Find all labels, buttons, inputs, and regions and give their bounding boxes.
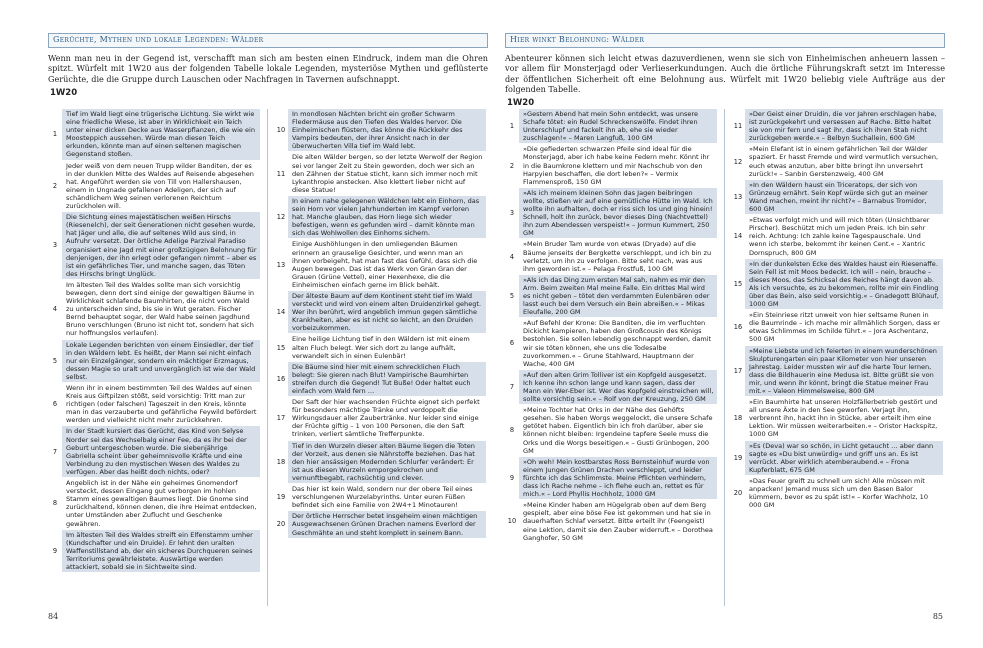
entry-text: »Meine Liebste und ich feierten in einem wunderschönen Skulpturengarten ein paar Kilometer von hier unseren Jahrestag. Leider mussten wir auf die harte Tour lernen, dass die Bildhauerin eine Medusa ist. Bitte grüßt sie von mir, und wenn ihr könnt, bringt die Statue meiner Frau mit.« – Valeon Himmelsweise, 800 GM [745,346,943,397]
page-number-right: 85 [932,612,943,621]
table-row [48,426,260,477]
roll-number: 10 [276,126,286,135]
section-title-rewards: Hier winkt Belohnung: Wälder [505,33,945,48]
roll-number: 14 [276,308,286,317]
table-row [48,340,260,382]
roll-number: 11 [276,169,286,178]
column-divider [267,109,268,606]
table-row [731,346,943,397]
table-row [274,291,486,333]
entry-text: »In der dunkelsten Ecke des Waldes haust ein Riesenaffe. Sein Fell ist mit Moos bedeckt. Ich will – nein, brauche – dieses Moos, das Schicksal des Reiches hängt davon ab. Als ich versuchte, es zu bekommen, rollte mir ein Findling über das Bein, also seid vorsichtig.« – Gnadegott Blühauf, 1000 GM [745,259,943,310]
table-row [505,188,717,239]
roll-number: 7 [52,447,58,456]
table-row [48,109,260,160]
entry-text: Tief im Wald liegt eine trügerische Lichtung. Sie wirkt wie eine friedliche Wiese, ist aber in Wirklichkeit ein Teich unter einer dicken Decke aus Wasserpflanzen, die wie ein Moosteppich aussehen. Würde man diesen Teich erkunden, könnte man auf einen seltenen magischen Gegenstand stoßen. [62,109,260,160]
table-row [505,144,717,186]
entry-text: »Als ich meinem kleinen Sohn das Jagen beibringen wollte, stießen wir auf eine gemütliche Hütte im Wald. Ich wollte ihn aufhalten, doch er riss sich los und ging hinein! Schnell, holt ihn zurück, bevor dieses Ding (Nachtvettel) ihn zum Abendessen verspeist!« – Jormun Kummert, 250 GM [519,188,717,239]
entry-text: »Es (Deva) war so schön, in Licht getaucht … aber dann sagte es »Du bist unwürdig« und griff uns an. Es ist verrückt. Aber wirklich atemberaubend.« – Frona Kupferblatt, 675 GM [745,441,943,475]
roll-number: 19 [276,493,286,502]
roll-number: 19 [733,453,743,462]
roll-number: 9 [509,473,515,482]
entry-text: Eine heilige Lichtung tief in den Wäldern ist mit einem alten Fluch belegt. Wer sich dort zu lange aufhält, verwandelt sich in einen Eulenbär! [292,335,470,360]
table-row [731,441,943,475]
roll-number: 13 [276,260,286,269]
roll-number: 6 [509,339,515,348]
entry-text: »Meine Kinder haben am Hügelgrab oben auf dem Berg gespielt, aber eine böse Fee ist gekommen und hat sie in dauerhaften Schlaf versetzt. Bitte erteilt ihr (Feengeist) eine Lektion, damit sie den Zauber widerruft.« – Dorothea Ganghofer, 50 GM [523,501,713,542]
roll-number: 14 [733,232,743,241]
rewards-column-1 [505,109,717,544]
roll-number: 20 [276,520,286,529]
roll-number: 6 [52,400,58,409]
roll-number: 8 [509,426,515,435]
roll-number: 8 [52,499,58,508]
table-row [274,484,486,510]
roll-number: 17 [276,414,286,423]
table-row [731,215,943,257]
entry-text: »Das Feuer greift zu schnell um sich! Alle müssen mit anpacken! Jemand muss sich um den Basen Balor kümmern, bevor es zu spät ist!« – Korfer Wachholz, 10 000 GM [749,476,929,510]
rewards-column-2 [731,109,943,511]
table-row [505,239,717,273]
entry-text: Jeder weiß von dem neuen Trupp wilder Banditen, der es in der dunklen Mitte des Waldes auf Reisende abgesehen hat. Angeführt werden sie von Till von Hallershausen, einem in Ungnade gefallenen Adeligen, der sich auf schändlichem Weg seinen verlorenen Reichtum zurückholen will. [66,161,254,211]
section-title-rumors: Gerüchte, Mythen und lokale Legenden: Wälder [48,33,488,48]
entry-text: »Mein Elefant ist in einem gefährlichen Teil der Wälder spaziert. Er hasst Fremde und wird vermutlich versuchen, euch etwas anzutun, aber bitte bringt ihn unversehrt zurück!« – Sanbin Gerstenzweig, 400 GM [749,145,939,178]
column-divider [724,109,725,606]
table-row [505,275,717,317]
table-row [274,109,486,151]
table-row [48,212,260,279]
table-row [505,109,717,143]
entry-text: Der älteste Baum auf dem Kontinent steht tief im Wald versteckt und wird von einem alten Druidenzirkel gehegt. Wer ihn berührt, wird angeblich immun gegen sämtliche Krankheiten, aber es ist nicht so leicht, an den Druiden vorbeizukommen. [288,291,486,333]
roll-number: 20 [733,489,743,498]
entry-text: Der Saft der hier wachsenden Früchte eignet sich perfekt für besonders mächtige Tränke und verdoppelt die Wirkungsdauer aller Zaubertränke. Nur leider sind einige der Früchte giftig – 1 von 100 Personen, die den Saft trinken, verliert sämtliche Trefferpunkte. [292,398,480,439]
roll-number: 4 [509,252,515,261]
roll-number: 11 [733,122,743,131]
entry-text: In einem nahe gelegenen Wäldchen lebt ein Einhorn, das sein Horn vor vielen Jahrhunderten im Kampf verloren hat. Manche glauben, das Horn liege sich wieder befestigen, wenn es gefunden wird – damit könnte man sich das Wohlwollen des Einhorns sichern. [288,196,486,238]
table-row [731,476,943,510]
table-row [731,259,943,310]
entry-text: »Als ich das Ding zum ersten Mal sah, nahm es mir den Arm. Beim zweiten Mal meine Falle. Ein drittes Mal wird es nicht geben – tötet den verdammten Eulenbären oder lasst euch bei dem Versuch ein Bein abreißen.« – Mikas Eleufalle, 200 GM [519,275,717,317]
roll-number: 13 [733,192,743,201]
entry-text: In mondlosen Nächten bricht ein großer Schwarm Fledermäuse aus den Tiefen des Waldes hervor. Die Einheimischen flüstern, das könne die Rückkehr des Vampirs bedeuten, der ihrer Ansicht nach in der überwucherten Villa tief im Wald lebt. [288,109,486,151]
roll-number: 16 [276,374,286,383]
table-row [48,161,260,212]
entry-text: Tief in den Wurzeln dieser alten Bäume liegen die Toten der Vorzeit, aus denen sie Nährstoffe beziehen. Das hat den hier ansässigen Modernden Schlurfer verändert: Er ist aus diesen Wurzeln emporgekrochen und vernunftbegabt, rachsüchtig und clever. [288,441,486,483]
entry-text: Die Bäume sind hier mit einem schrecklichen Fluch belegt: Sie gieren nach Blut! Vampirische Baumhirten streifen durch die Gegend! Tut Buße! Oder haltet euch einfach vom Wald fern … [288,362,486,396]
table-row [505,318,717,369]
roll-number: 4 [52,305,58,314]
entry-text: »Etwas verfolgt mich und will mich töten (Unsichtbarer Pirscher). Beschützt mich um jeden Preis. Ich bin sehr reich. Achtung: Ich zahle keine Tagespauschale. Und wenn ich sterbe, bekommt ihr keinen Cent.« – Xantric Dornspruch, 800 GM [749,216,930,257]
table-row [731,397,943,439]
entry-text: Das hier ist kein Wald, sondern nur der obere Teil eines verschlungenen Wurzelabyrinths. Unter euren Füßen befindet sich eine Familie von 2W4+1 Minotauren! [292,485,473,510]
roll-number: 1 [52,130,58,139]
roll-number: 7 [509,382,515,391]
table-row [731,180,943,214]
roll-number: 17 [733,366,743,375]
table-row [274,397,486,439]
table-row [731,109,943,143]
entry-text: Im ältesten Teil des Waldes streift ein Elfenstamm umher (Kundschafter und ein Druide). Er lehnt den uralten Waffenstillstand ab, der ein sicheres Durchqueren seines Territoriums gewährleistete. Auswärtige werden attackiert, sobald sie in Sichtweite sind. [62,530,260,572]
entry-text: »Mein Bruder Tam wurde von etwas (Dryade) auf die Bäume jenseits der Bergkette verschleppt, und ich bin zu verletzt, um ihn zu verfolgen. Bitte seht nach, was aus ihm geworden ist.« – Pelaga Frostfuß, 100 GM [523,240,712,273]
roll-number: 3 [52,241,58,250]
entry-text: »Auf den alten Grim Tolliver ist ein Kopfgeld ausgesetzt. Ich kenne ihn schon lange und kann sagen, dass der Mann ein Wer-Eber ist. Wer das Kopfgeld einstreichen will, sollte vorsichtig sein.« – Rolf von der Kreuzung, 250 GM [519,370,717,404]
table-row [505,405,717,456]
table-row [731,310,943,344]
table-row [48,478,260,529]
roll-number: 10 [507,517,517,526]
table-row [731,144,943,178]
table-row [274,441,486,483]
roll-number: 18 [733,414,743,423]
entry-text: Wenn ihr in einem bestimmten Teil des Waldes auf einen Kreis aus Giftpilzen stößt, seid vorsichtig: Tritt man zur richtigen (oder falschen) Tageszeit in den Kreis, könnte man in das verzauberte und gefährliche Feywild befördert werden und vielleicht nicht mehr zurückkehren. [66,384,257,425]
roll-number: 9 [52,546,58,555]
table-row [274,152,486,194]
left-page [48,0,488,648]
entry-text: »Ein Baumhirte hat unseren Holzfällerbetrieb gestört und all unsere Äxte in den See geworfen. Verjagt ihn, verbrennt ihn, hackt ihn in Stücke, aber erteilt ihm eine Lektion. Wir müssen weiterarbeiten.« – Oristor Hackspitz, 1000 GM [749,398,938,439]
table-row [274,362,486,396]
entry-text: Die Sichtung eines majestätischen weißen Hirschs (Riesenelch), der seit Generationen nicht gesehen wurde, hat Jäger und alle, die auf seltenes Wild aus sind, in Aufruhr versetzt. Der örtliche Adelige Parzival Paradiso organisiert eine Jagd mit einer großzügigen Belohnung für denjenigen, der ihn erlegt oder gefangen nimmt – aber es ist ein gefährliches Tier, und manche sagen, das Töten des Hirschs bringt Unglück. [62,212,260,279]
roll-number: 12 [733,157,743,166]
roll-number: 3 [509,209,515,218]
table-row [505,457,717,499]
entry-text: Lokale Legenden berichten von einem Einsiedler, der tief in den Wäldern lebt. Es heißt, der Mann sei nicht einfach nur ein Einzelgänger, sondern ein mächtiger Erzmagus, dessen Magie so uralt und unvergänglich ist wie der Wald selbst. [62,340,260,382]
intro-paragraph-rewards: Abenteurer können sich leicht etwas dazuverdienen, wenn sie sich von Einheimischen anheuern lassen – vor allem für Monsterjagd oder Verlieserkundungen. Auch die örtliche Führungskraft setzt im Interesse der öffentlichen Sicherheit oft eine Belohnung aus. Würfelt mit 1W20 beliebig viele Aufträge aus der folgenden Tabelle. [505,53,945,94]
entry-text: »Ein Steinriese ritzt unweit von hier seltsame Runen in die Baumrinde – ich mache mir allmählich Sorgen, dass er etwas Schlimmes im Schilde führt.« – Jora Aschentanz, 500 GM [749,311,940,344]
table-row [274,239,486,290]
roll-number: 2 [509,161,515,170]
page-number-left: 84 [48,612,59,621]
roll-number: 5 [52,356,58,365]
roll-number: 16 [733,323,743,332]
entry-text: Angeblich ist in der Nähe ein geheimes Gnomendorf versteckt, dessen Eingang gut verborgen im hohlen Stamm eines gewaltigen Baumes liegt. Die Gnome sind zurückhaltend, können denen, die ihre Heimat entdecken, unter Umständen aber Zuflucht und Geschenke gewähren. [66,479,257,528]
entry-text: In der Stadt kursiert das Gerücht, das Kind von Selyse Norder sei das Wechselbalg einer Fee, da es ihr bei der Geburt untergeschoben wurde. Die siebenjährige Gabriella scheint über geheimnisvolle Kräfte und eine Verbindung zu den mystischen Wesen des Waldes zu verfügen. Aber das heißt doch nichts, oder? [62,426,260,477]
entry-text: »Der Geist einer Druidin, die vor Jahren erschlagen habe, ist zurückgekehrt und versessen auf Rache. Bitte haltet sie von mir fern und sagt ihr, dass ich ihren Stab nicht zurückgeben werde.« – Belbyn Suchallein, 600 GM [745,109,943,143]
table-row [48,280,260,339]
entry-text: »Oh weh! Mein kostbarstes Ross Bernsteinhuf wurde von einem Jungen Grünen Drachen verschleppt, und leider fürchte ich das Schlimmste. Meine Pflichten verhindern, dass ich Rache nehme – ich flehe euch an, rettet es für mich.« – Lord Phyllis Hochholz, 1000 GM [519,457,717,499]
table-row [505,370,717,404]
roll-number: 15 [733,279,743,288]
entry-text: »In den Wäldern haust ein Triceratops, der sich von Grünzeug ernährt. Sein Kopf würde sich gut an meiner Wand machen, meint ihr nicht?« – Barnabus Tromidor, 600 GM [745,180,943,214]
entry-text: Die alten Wälder bergen, so der letzte Werwolf der Region sei vor langer Zeit zu Stein geworden, doch wer sich an den Zähnen der Statue sticht, kann sich immer noch mit Lykanthropie anstecken. Also klettert lieber nicht auf diese Statue! [292,153,483,194]
table-row [274,511,486,537]
entry-text: »Die gefiederten schwarzen Pfeile sind ideal für die Monsterjagd, aber ich habe keine Federn mehr. Könnt ihr in die Baumkrone klettern und mir Nachschub von den Harpyien beschaffen, die dort leben?« – Vermix Flammensproß, 150 GM [523,145,710,186]
rumors-column-2 [274,109,486,539]
table-row [48,530,260,572]
entry-text: »Auf Befehl der Krone: Die Banditen, die im verfluchten Dickicht kampieren, haben den Großcousin des Königs bestohlen. Sie sollen lebendig geschnappt werden, damit wir sie töten können, ehe uns die Todesalbe zuvorkommen.« – Grune Stahlward, Hauptmann der Wache, 400 GM [523,319,712,368]
roll-number: 1 [509,122,515,131]
entry-text: Einige Aushöhlungen in den umliegenden Bäumen erinnern an grauselige Gesichter, und wenn man an ihnen vorbeigeht, hat man fast das Gefühl, dass sich die Augen bewegen. Das ist das Werk von Gran Gran der Grauen (Grüne Vettel), einer Hexenhexe, die die Einheimischen einfach gerne im Blick behält. [292,240,478,289]
roll-number: 18 [276,457,286,466]
roll-number: 2 [52,181,58,190]
table-row [274,196,486,238]
table-row [274,334,486,360]
entry-text: »Gestern Abend hat mein Sohn entdeckt, was unsere Schafe tötet: ein Rudel Schreckenswölfe. Findet ihren Unterschlupf und fackelt ihn ab, ehe sie wieder zuschlagen!« – Maren Langfuß, 100 GM [519,109,717,143]
right-page [505,0,945,648]
entry-text: Im ältesten Teil des Waldes sollte man sich vorsichtig bewegen, denn dort sind einige der gewaltigen Bäume in Wirklichkeit schlafende Baumhirten, die nicht vom Wald zu unterscheiden sind, bis sie in Wut geraten. Fischer Bernd behauptet sogar, der Wald habe seinen Jagdhund Bruno verschlungen (Bruno ist nicht tot, sondern hat sich nur hoffnungslos verlaufen). [66,280,255,338]
roll-label-rewards: 1W20 [507,98,535,109]
entry-text: »Meine Tochter hat Orks in der Nähe des Gehöfts gesehen. Sie haben Worgs weggelockt, die unsere Schafe getötet haben. Eigentlich bin ich froh darüber, aber sie können nicht bleiben: Irgendeine tapfere Seele muss die Orks und die Worgs beseitigen.« – Gusti Grünbogen, 200 GM [523,406,713,455]
roll-label-rumors: 1W20 [50,87,78,98]
roll-number: 5 [509,291,515,300]
table-row [48,383,260,425]
table-row [505,500,717,542]
intro-paragraph-rumors: Wenn man neu in der Gegend ist, verschafft man sich am besten einen Eindruck, indem man die Ohren spitzt. Würfelt mit 1W20 aus der folgenden Tabelle lokale Legenden, mysteriöse Mythen und geflüsterte Gerüchte, die die Gruppe durch Lauschen oder Nachfragen in Tavernen aufschnappt. [48,53,488,84]
roll-number: 12 [276,213,286,222]
roll-number: 15 [276,343,286,352]
rumors-column-1 [48,109,260,573]
entry-text: Der örtliche Herrscher betet insgeheim einen mächtigen Ausgewachsenen Grünen Drachen namens Everlord der Geschmähte an und steht komplett in seinem Bann. [288,511,486,537]
